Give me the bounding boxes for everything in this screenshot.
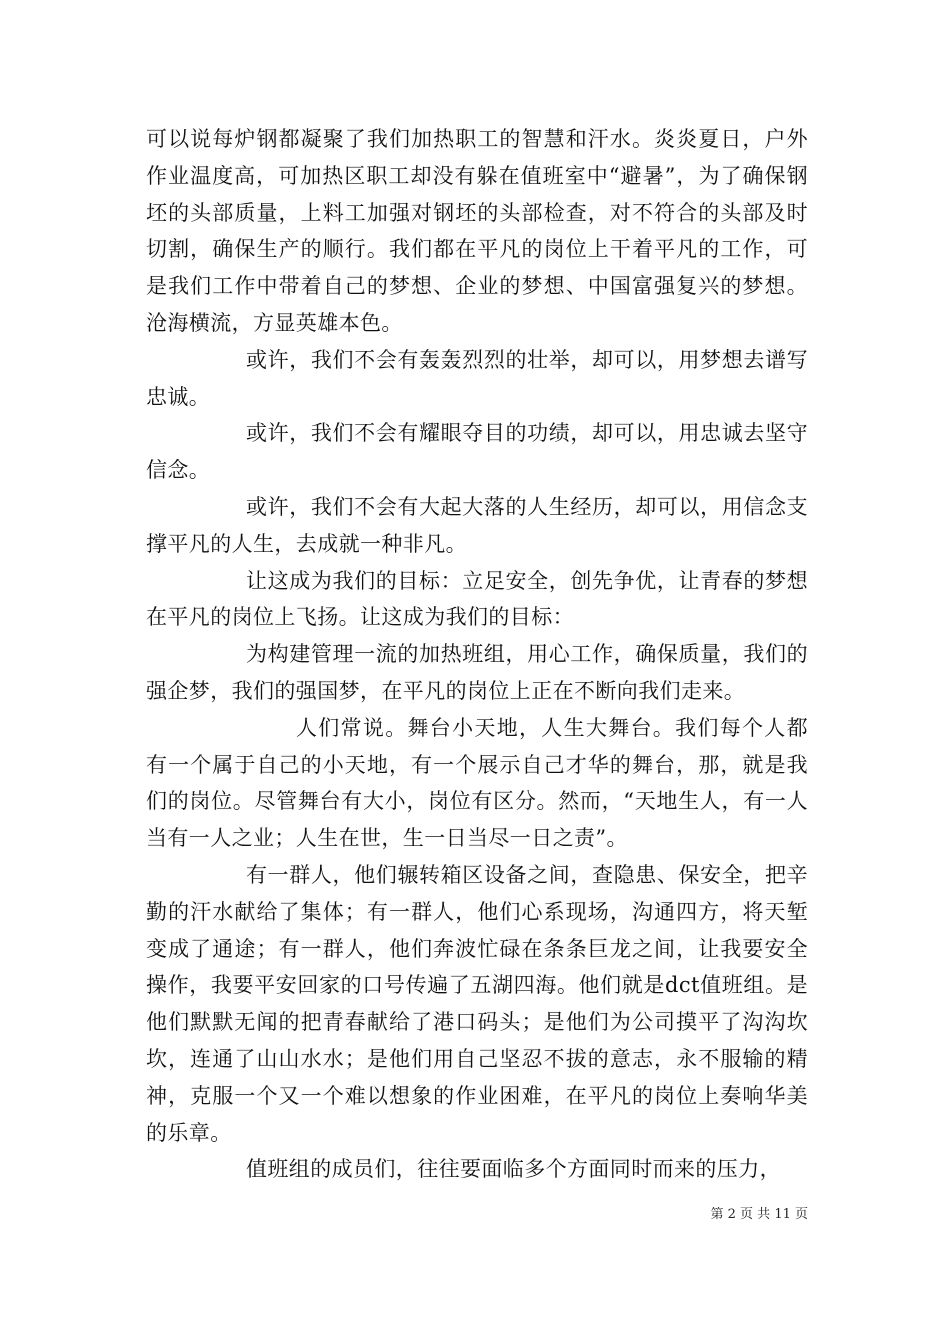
paragraph-4: 或许，我们不会有大起大落的人生经历，却可以，用信念支撑平凡的人生，去成就一种非凡。: [146, 494, 808, 556]
paragraph-8: 有一群人，他们辗转箱区设备之间，查隐患、保安全，把辛勤的汗水献给了集体；有一群人，他们心系现场，沟通四方，将天堑变成了通途；有一群人，他们奔波忙碌在条条巨龙之间，让我要安全操作，我要平安回家的口号传遍了五湖四海。他们就是dct值班组。是他们默默无闻的把青春献给了港口码头；是他们为公司摸平了沟沟坎坎，连通了山山水水；是他们用自己坚忍不拔的意志，永不服输的精神，克服一个又一个难以想象的作业困难，在平凡的岗位上奏响华美的乐章。: [146, 862, 808, 1145]
paragraph-5: 让这成为我们的目标：立足安全，创先争优，让青春的梦想在平凡的岗位上飞扬。让这成为我们的目标：: [146, 568, 808, 630]
paragraph-2: 或许，我们不会有轰轰烈烈的壮举，却可以，用梦想去谱写忠诚。: [146, 347, 808, 409]
document-body: [146, 121, 808, 1188]
paragraph-7: 人们常说。舞台小天地，人生大舞台。我们每个人都有一个属于自己的小天地，有一个展示自己才华的舞台，那，就是我们的岗位。尽管舞台有大小，岗位有区分。然而，“天地生人，有一人当有一人之业；人生在世，生一日当尽一日之责”。: [146, 715, 808, 851]
paragraph-6: 为构建管理一流的加热班组，用心工作，确保质量，我们的强企梦，我们的强国梦，在平凡的岗位上正在不断向我们走来。: [146, 642, 808, 703]
paragraph-3: 或许，我们不会有耀眼夺目的功绩，却可以，用忠诚去坚守信念。: [146, 421, 808, 483]
paragraph-9: 值班组的成员们，往往要面临多个方面同时而来的压力，: [246, 1157, 781, 1182]
page-number-footer: 第 2 页 共 11 页: [710, 1207, 808, 1222]
paragraph-1: 可以说每炉钢都凝聚了我们加热职工的智慧和汗水。炎炎夏日，户外作业温度高，可加热区职工却没有躲在值班室中“避暑”，为了确保钢坯的头部质量，上料工加强对钢坯的头部检查，对不符合的头部及时切割，确保生产的顺行。我们都在平凡的岗位上干着平凡的工作，可是我们工作中带着自己的梦想、企业的梦想、中国富强复兴的梦想。沧海横流，方显英雄本色。: [146, 127, 808, 335]
